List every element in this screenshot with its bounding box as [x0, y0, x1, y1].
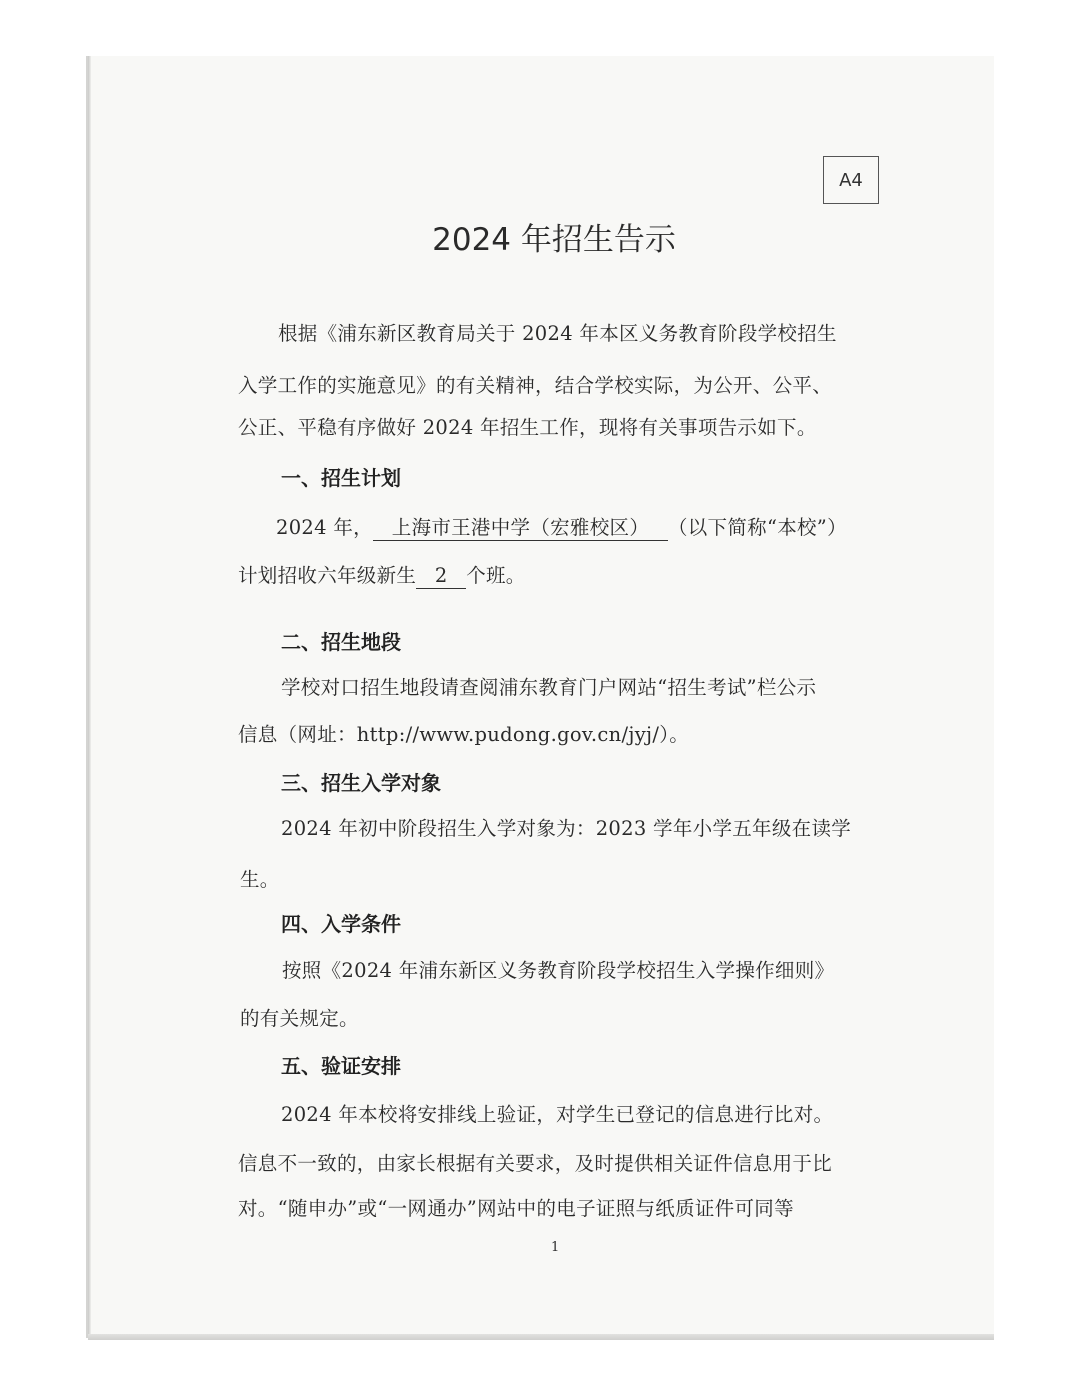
- section-1-line-1: [276, 512, 847, 541]
- section-3-line-2: 生。: [240, 868, 280, 891]
- intro-line-2: 入学工作的实施意见》的有关精神，结合学校实际，为公开、公平、: [238, 374, 833, 397]
- intro-line-3: 公正、平稳有序做好 2024 年招生工作，现将有关事项告示如下。: [238, 416, 817, 439]
- section-4-line-1: 按照《2024 年浦东新区义务教育阶段学校招生入学操作细则》: [282, 959, 835, 982]
- class-count-blank: [416, 564, 466, 589]
- section-5-line-2: 信息不一致的，由家长根据有关要求，及时提供相关证件信息用于比: [238, 1152, 833, 1175]
- intro-line-1: 根据《浦东新区教育局关于 2024 年本区义务教育阶段学校招生: [278, 322, 837, 345]
- plan-prefix: 计划招收六年级新生: [238, 564, 417, 587]
- plan-suffix: 个班。: [466, 564, 526, 587]
- page-title: 2024 年招生告示: [432, 222, 676, 258]
- section-2-line-1: 学校对口招生地段请查阅浦东教育门户网站“招生考试”栏公示: [281, 676, 817, 699]
- abbreviation-note: （以下简称“本校”）: [667, 516, 847, 539]
- section-4-line-2: 的有关规定。: [240, 1007, 359, 1030]
- section-3-heading: 三、招生入学对象: [281, 771, 441, 795]
- section-5-heading: 五、验证安排: [281, 1054, 401, 1078]
- paper-size-stamp: A4: [823, 156, 879, 204]
- year-prefix: 2024 年，: [276, 516, 373, 539]
- school-name: 上海市王港中学（宏雅校区）: [391, 516, 650, 539]
- section-5-line-1: 2024 年本校将安排线上验证，对学生已登记的信息进行比对。: [281, 1103, 834, 1126]
- section-2-heading: 二、招生地段: [281, 630, 401, 654]
- section-1-line-2: [238, 560, 526, 589]
- class-count: 2: [434, 564, 448, 587]
- section-2-line-2: 信息（网址：http://www.pudong.gov.cn/jyj/）。: [238, 723, 690, 746]
- page-bottom-shadow: [88, 1334, 994, 1340]
- section-4-heading: 四、入学条件: [281, 912, 401, 936]
- section-5-line-3: 对。“随申办”或“一网通办”网站中的电子证照与纸质证件可同等: [238, 1197, 794, 1220]
- school-name-blank: [373, 516, 668, 541]
- section-3-line-1: 2024 年初中阶段招生入学对象为：2023 学年小学五年级在读学: [281, 817, 852, 840]
- section-1-heading: 一、招生计划: [281, 466, 401, 490]
- page-number: 1: [551, 1240, 560, 1255]
